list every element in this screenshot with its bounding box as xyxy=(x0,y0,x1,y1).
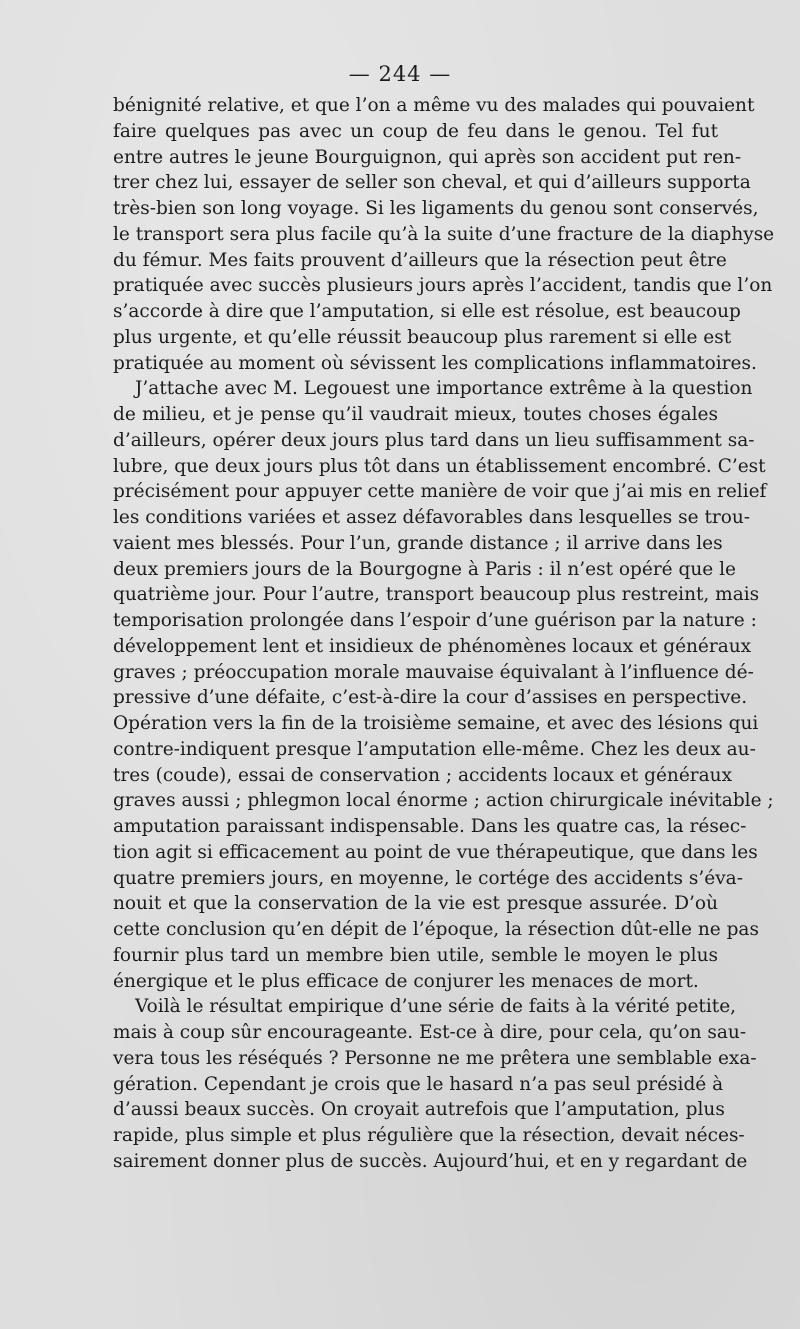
text-line: pratiquée au moment où sévissent les complications inflammatoires. xyxy=(113,352,757,374)
body-text xyxy=(113,93,775,1175)
text-line: J’attache avec M. Legouest une importance extrême à la question xyxy=(135,378,753,400)
text-line: Voilà le résultat empirique d’une série de faits à la vérité petite, xyxy=(135,996,737,1018)
text-line: quatrième jour. Pour l’autre, transport beaucoup plus restreint, mais xyxy=(113,584,760,606)
text-line: mais à coup sûr encourageante. Est-ce à dire, pour cela, qu’on sau- xyxy=(113,1022,747,1043)
text-line: nouit et que la conservation de la vie est presque assurée. D’où xyxy=(113,893,718,915)
text-line: lubre, que deux jours plus tôt dans un établissement encombré. C’est xyxy=(113,455,766,477)
text-line: le transport sera plus facile qu’à la suite d’une fracture de la diaphyse xyxy=(113,223,775,245)
text-line: de milieu, et je pense qu’il vaudrait mieux, toutes choses égales xyxy=(113,404,718,425)
text-line: énergique et le plus efficace de conjurer les menaces de mort. xyxy=(113,970,699,992)
text-line: sairement donner plus de succès. Aujourd’hui, et en y regardant de xyxy=(113,1150,748,1172)
text-line: précisément pour appuyer cette manière de voir que j’ai mis en relief xyxy=(113,481,767,503)
text-line: temporisation prolongée dans l’espoir d’une guérison par la nature : xyxy=(113,610,757,631)
text-line: deux premiers jours de la Bourgogne à Paris : il n’est opéré que le xyxy=(113,558,736,580)
text-line: les conditions variées et assez défavorables dans lesquelles se trou- xyxy=(113,507,751,528)
text-line: graves aussi ; phlegmon local énorme ; action chirurgicale inévitable ; xyxy=(113,790,774,812)
text-line: amputation paraissant indispensable. Dans les quatre cas, la résec- xyxy=(113,816,747,837)
paragraph xyxy=(113,994,757,1174)
text-line: s’accorde à dire que l’amputation, si elle est résolue, est beaucoup xyxy=(113,301,741,322)
text-line: trer chez lui, essayer de seller son cheval, et qui d’ailleurs supporta xyxy=(113,172,751,194)
text-line: tion agit si efficacement au point de vue thérapeutique, que dans les xyxy=(113,841,758,863)
text-line: faire quelques pas avec un coup de feu dans le genou. Tel fut xyxy=(113,120,718,142)
text-line: vera tous les réséqués ? Personne ne me prêtera une semblable exa- xyxy=(113,1047,757,1069)
text-line: développement lent et insidieux de phénomènes locaux et généraux xyxy=(113,635,752,657)
text-line: bénignité relative, et que l’on a même vu des malades qui pouvaient xyxy=(113,95,755,116)
text-line: fournir plus tard un membre bien utile, semble le moyen le plus xyxy=(113,944,718,966)
text-line: très-bien son long voyage. Si les ligaments du genou sont conservés, xyxy=(113,198,759,219)
text-line: Opération vers la fin de la troisième semaine, et avec des lésions qui xyxy=(113,713,759,734)
text-line: d’ailleurs, opérer deux jours plus tard dans un lieu suffisamment sa- xyxy=(113,429,755,451)
paragraph xyxy=(113,376,774,994)
text-line: gération. Cependant je crois que le hasard n’a pas seul présidé à xyxy=(113,1073,724,1095)
text-line: d’aussi beaux succès. On croyait autrefois que l’amputation, plus xyxy=(113,1099,725,1121)
text-line: tres (coude), essai de conservation ; accidents locaux et généraux xyxy=(113,764,733,786)
text-line: du fémur. Mes faits prouvent d’ailleurs que la résection peut être xyxy=(113,249,727,271)
text-line: contre-indiquent presque l’amputation elle-même. Chez les deux au- xyxy=(113,738,756,760)
paragraph xyxy=(113,93,775,376)
text-line: entre autres le jeune Bourguignon, qui après son accident put ren- xyxy=(113,146,742,168)
text-line: vaient mes blessés. Pour l’un, grande distance ; il arrive dans les xyxy=(113,532,723,554)
page-number: — 244 — xyxy=(348,62,452,86)
text-line: graves ; préoccupation morale mauvaise équivalant à l’influence dé- xyxy=(113,661,754,683)
text-line: cette conclusion qu’en dépit de l’époque, la résection dût-elle ne pas xyxy=(113,919,759,940)
text-line: pratiquée avec succès plusieurs jours après l’accident, tandis que l’on xyxy=(113,275,773,297)
text-line: rapide, plus simple et plus régulière que la résection, devait néces- xyxy=(113,1125,745,1146)
text-line: quatre premiers jours, en moyenne, le cortége des accidents s’éva- xyxy=(113,867,743,889)
text-line: plus urgente, et qu’elle réussit beaucoup plus rarement si elle est xyxy=(113,326,732,348)
text-line: pressive d’une défaite, c’est-à-dire la cour d’assises en perspective. xyxy=(113,687,748,709)
